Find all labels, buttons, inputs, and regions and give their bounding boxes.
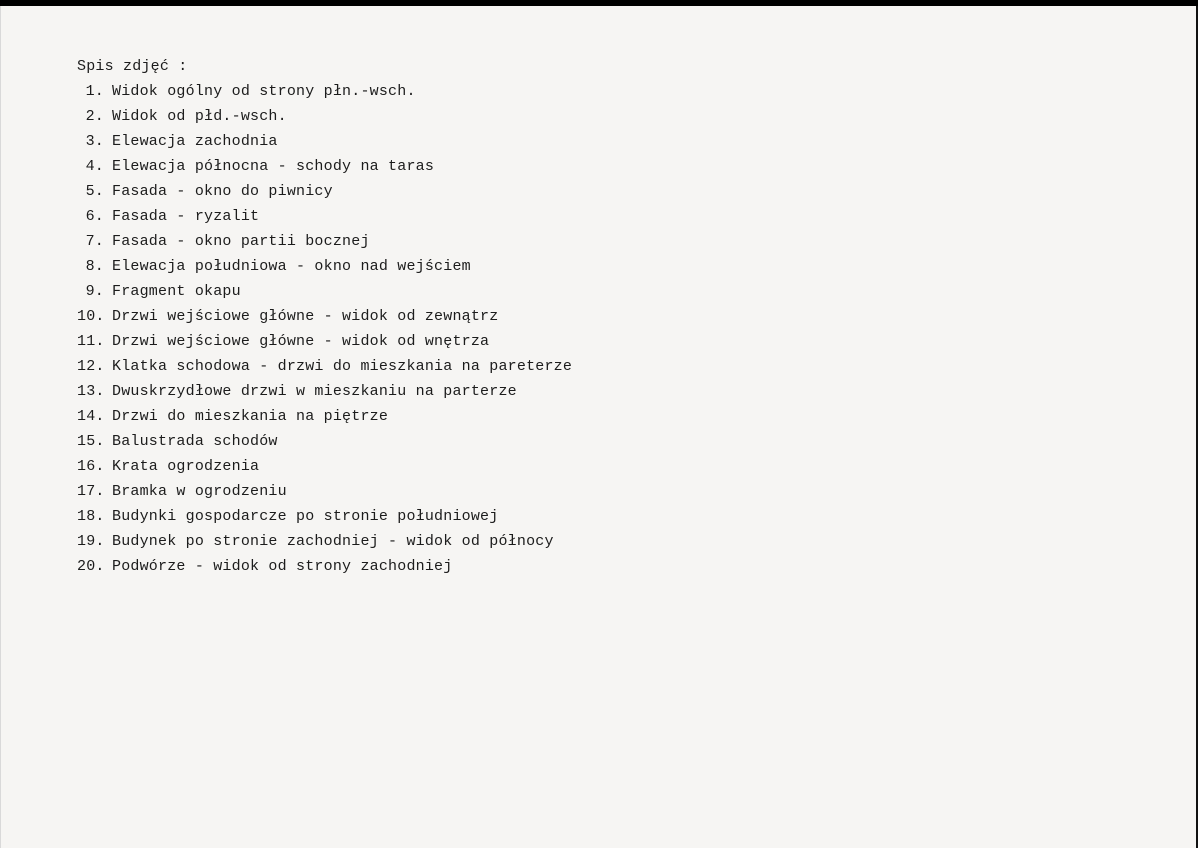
paper-sheet [0, 6, 1196, 848]
item-text: Fasada - okno partii bocznej [112, 233, 370, 250]
item-number: 16. [77, 458, 105, 475]
item-number: 14. [77, 408, 105, 425]
item-text: Podwórze - widok od strony zachodniej [112, 558, 453, 575]
item-text: Elewacja południowa - okno nad wejściem [112, 258, 471, 275]
item-text: Drzwi wejściowe główne - widok od wnętrza [112, 333, 490, 350]
item-number: 19. [77, 533, 105, 550]
document-title: Spis zdjęć : [77, 58, 188, 75]
list-item [77, 129, 572, 154]
item-number: 18. [77, 508, 105, 525]
item-text: Elewacja północna - schody na taras [112, 158, 435, 175]
list-item [77, 404, 572, 429]
list-item [77, 304, 572, 329]
list-item [77, 354, 572, 379]
item-text: Widok od płd.-wsch. [112, 108, 287, 125]
item-text: Krata ogrodzenia [112, 458, 260, 475]
item-number: 10. [77, 308, 105, 325]
list-item [77, 154, 572, 179]
list-item [77, 504, 572, 529]
list-item [77, 329, 572, 354]
item-text: Dwuskrzydłowe drzwi w mieszkaniu na parterze [112, 383, 517, 400]
list-item [77, 229, 572, 254]
item-number: 1. [85, 83, 104, 100]
item-number: 6. [85, 208, 104, 225]
item-text: Bramka w ogrodzeniu [112, 483, 287, 500]
item-text: Widok ogólny od strony płn.-wsch. [112, 83, 416, 100]
item-number: 5. [85, 183, 104, 200]
list-item [77, 429, 572, 454]
list-item [77, 454, 572, 479]
item-text: Drzwi wejściowe główne - widok od zewnątrz [112, 308, 499, 325]
list-item [77, 204, 572, 229]
list-item [77, 79, 572, 104]
item-number: 17. [77, 483, 105, 500]
item-text: Balustrada schodów [112, 433, 278, 450]
item-text: Fasada - okno do piwnicy [112, 183, 333, 200]
item-text: Fasada - ryzalit [112, 208, 260, 225]
item-text: Fragment okapu [112, 283, 241, 300]
list-item [77, 179, 572, 204]
item-number: 8. [85, 258, 104, 275]
item-text: Budynek po stronie zachodniej - widok od północy [112, 533, 554, 550]
item-number: 3. [85, 133, 104, 150]
list-item [77, 529, 572, 554]
list-item [77, 554, 572, 579]
item-number: 9. [85, 283, 104, 300]
item-number: 4. [85, 158, 104, 175]
list-item [77, 254, 572, 279]
list-item [77, 379, 572, 404]
typed-document [77, 54, 572, 579]
list-item [77, 479, 572, 504]
item-text: Klatka schodowa - drzwi do mieszkania na pareterze [112, 358, 573, 375]
item-text: Drzwi do mieszkania na piętrze [112, 408, 389, 425]
item-number: 20. [77, 558, 105, 575]
item-number: 13. [77, 383, 105, 400]
item-text: Elewacja zachodnia [112, 133, 278, 150]
item-number: 2. [85, 108, 104, 125]
item-text: Budynki gospodarcze po stronie południowej [112, 508, 499, 525]
list-item [77, 104, 572, 129]
item-number: 7. [85, 233, 104, 250]
item-number: 12. [77, 358, 105, 375]
photo-list [77, 79, 572, 579]
list-item [77, 279, 572, 304]
item-number: 15. [77, 433, 105, 450]
item-number: 11. [77, 333, 105, 350]
